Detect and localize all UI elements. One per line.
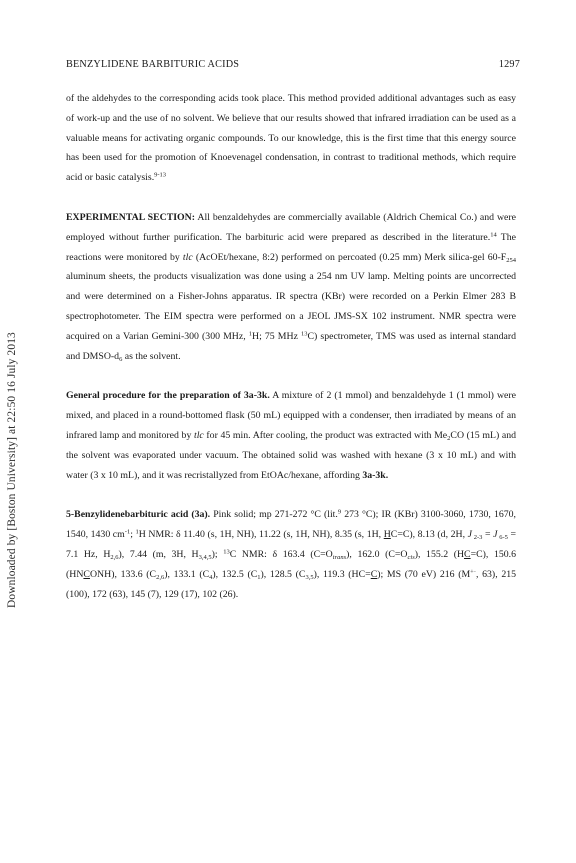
procedure-text: CO (15 mL) and the solvent was evaporated under vacuum. The obtained solid was washed with hexane (3 x 10 mL) and with water (3 x 10 mL), and it was recristallyzed from EtOAc/hexane, affording bbox=[66, 429, 516, 481]
experimental-text: The reactions were monitored by bbox=[66, 231, 516, 263]
subscript: trans bbox=[332, 553, 347, 561]
compound-heading: 5-Benzylidenebarbituric acid (3a). bbox=[66, 509, 211, 521]
citation-ref: 9-13 bbox=[154, 171, 167, 179]
citation-ref: 14 bbox=[490, 231, 497, 239]
italic-term: tlc bbox=[182, 251, 193, 263]
subscript: 254 bbox=[506, 256, 516, 264]
experimental-text: aluminum sheets, the products visualization was done using a 254 nm UV lamp. Melting points are uncorrected and were determined on a Fisher-Johns apparatus. IR spectra (KBr) were recorded on a Perkin Elmer 283 B spectrophotometer. The EIM spectra were performed on a JEOL JMS-SX 102 instrument. NMR spectra were acquired on a Varian Gemini-300 (300 MHz, bbox=[66, 271, 516, 342]
experimental-text: H; 75 MHz bbox=[252, 330, 302, 342]
running-title: BENZYLIDENE BARBITURIC ACIDS bbox=[66, 59, 240, 70]
compound-text: C NMR: δ 163.4 (C=O bbox=[229, 548, 333, 560]
experimental-text: (AcOEt/hexane, 8:2) performed on percoated (0.25 mm) Merk silica-gel 60-F bbox=[192, 251, 507, 263]
subscript: 2,6 bbox=[156, 573, 165, 581]
subscript: cis bbox=[407, 553, 415, 561]
superscript: 13 bbox=[223, 548, 230, 556]
download-watermark: Downloaded by [Boston University] at 22:50 16 July 2013 bbox=[6, 332, 18, 608]
superscript: -1 bbox=[124, 528, 131, 536]
underlined-atom: C bbox=[464, 548, 471, 560]
procedure-heading: General procedure for the preparation of 3a-3k. bbox=[66, 390, 270, 402]
underlined-atom: C bbox=[83, 568, 90, 580]
subscript: 1 bbox=[257, 573, 261, 581]
subscript: 2 bbox=[447, 434, 451, 442]
experimental-text: All benzaldehydes are commercially available (Aldrich Chemical Co.) and were employed without further purification. The barbituric acid were prepared as described in the literature. bbox=[66, 211, 516, 243]
compound-text: ; bbox=[130, 529, 136, 541]
compound-text: ), 133.1 (C bbox=[164, 568, 210, 580]
underlined-atom: H bbox=[383, 529, 391, 541]
underlined-atom: C bbox=[370, 568, 378, 580]
intro-paragraph bbox=[66, 89, 516, 188]
compound-text: Pink solid; mp 271-272 °C (lit. bbox=[210, 509, 338, 521]
compound-3a-paragraph bbox=[66, 505, 516, 604]
experimental-paragraph bbox=[66, 208, 516, 366]
compound-text: , 63), 215 (100), 172 (63), 145 (7), 129 (17), 102 (26). bbox=[66, 568, 517, 600]
subscript: 6 bbox=[119, 355, 123, 363]
procedure-text: for 45 min. After cooling, the product was extracted with Me bbox=[203, 429, 448, 441]
section-heading: EXPERIMENTAL SECTION: bbox=[66, 211, 196, 223]
article-body bbox=[66, 89, 516, 624]
compound-text: ), 128.5 (C bbox=[260, 568, 306, 580]
superscript: 13 bbox=[301, 330, 308, 338]
compound-text: ), 7.44 (m, 3H, H bbox=[118, 548, 199, 560]
coupling-constant: J bbox=[467, 529, 472, 541]
citation-ref: 9 bbox=[337, 508, 342, 516]
compound-text: ), 162.0 (C=O bbox=[346, 548, 408, 560]
subscript: 4 bbox=[209, 573, 213, 581]
general-procedure-paragraph bbox=[66, 386, 516, 485]
page-number: 1297 bbox=[498, 59, 520, 70]
subscript: 3,5 bbox=[305, 573, 314, 581]
compound-text: ONH), 133.6 (C bbox=[89, 568, 157, 580]
subscript: 2,6 bbox=[110, 553, 119, 561]
compound-text: H NMR: δ 11.40 (s, 1H, NH), 11.22 (s, 1H, NH), 8.35 (s, 1H, bbox=[138, 529, 384, 541]
compound-text: C=C), 8.13 (d, 2H, bbox=[390, 529, 468, 541]
intro-text: of the aldehydes to the corresponding acids took place. This method provided additional advantages such as easy of work-up and the use of no solvent. We believe that our results showed that infrared irradiation can be used as a valuable means for activating organic compounds. To our knowledge, this is the first time that this energy source has been used for the promotion of Knoevenagel condensation, in contrast to traditional methods, which require acid or basic catalysis. bbox=[66, 93, 516, 184]
procedure-text: A mixture of 2 (1 mmol) and benzaldehyde 1 (1 mmol) were mixed, and placed in a round-bottomed flask (50 mL) equipped with a condenser, then irradiated by means of an infrared lamp and monitored by bbox=[66, 390, 516, 441]
compound-text: ); MS (70 eV) 216 (M bbox=[377, 568, 471, 580]
experimental-text: C) spectrometer, TMS was used as internal standard and DMSO-d bbox=[66, 330, 517, 362]
compound-text: 273 °C); IR (KBr) 3100-3060, 1730, 1670, 1540, 1430 cm bbox=[66, 509, 516, 541]
coupling-constant: J bbox=[493, 529, 498, 541]
subscript: 2-3 bbox=[471, 534, 483, 542]
compound-range: 3a-3k. bbox=[362, 469, 389, 481]
subscript: 3,4,5 bbox=[198, 553, 212, 561]
compound-text: =C), 150.6 (HN bbox=[66, 548, 516, 580]
compound-text: ), 155.2 (H bbox=[414, 548, 465, 560]
experimental-text: as the solvent. bbox=[122, 350, 181, 362]
compound-text: = bbox=[482, 529, 494, 541]
compound-text: ); bbox=[211, 548, 224, 560]
compound-text: ), 119.3 (HC= bbox=[313, 568, 371, 580]
subscript: 6-5 bbox=[497, 534, 508, 542]
superscript: +· bbox=[470, 568, 477, 576]
italic-term: tlc bbox=[193, 429, 204, 441]
superscript: 1 bbox=[135, 528, 139, 536]
compound-text: = 7.1 Hz, H bbox=[66, 529, 517, 560]
superscript: 1 bbox=[248, 330, 253, 338]
compound-text: ), 132.5 (C bbox=[212, 568, 258, 580]
